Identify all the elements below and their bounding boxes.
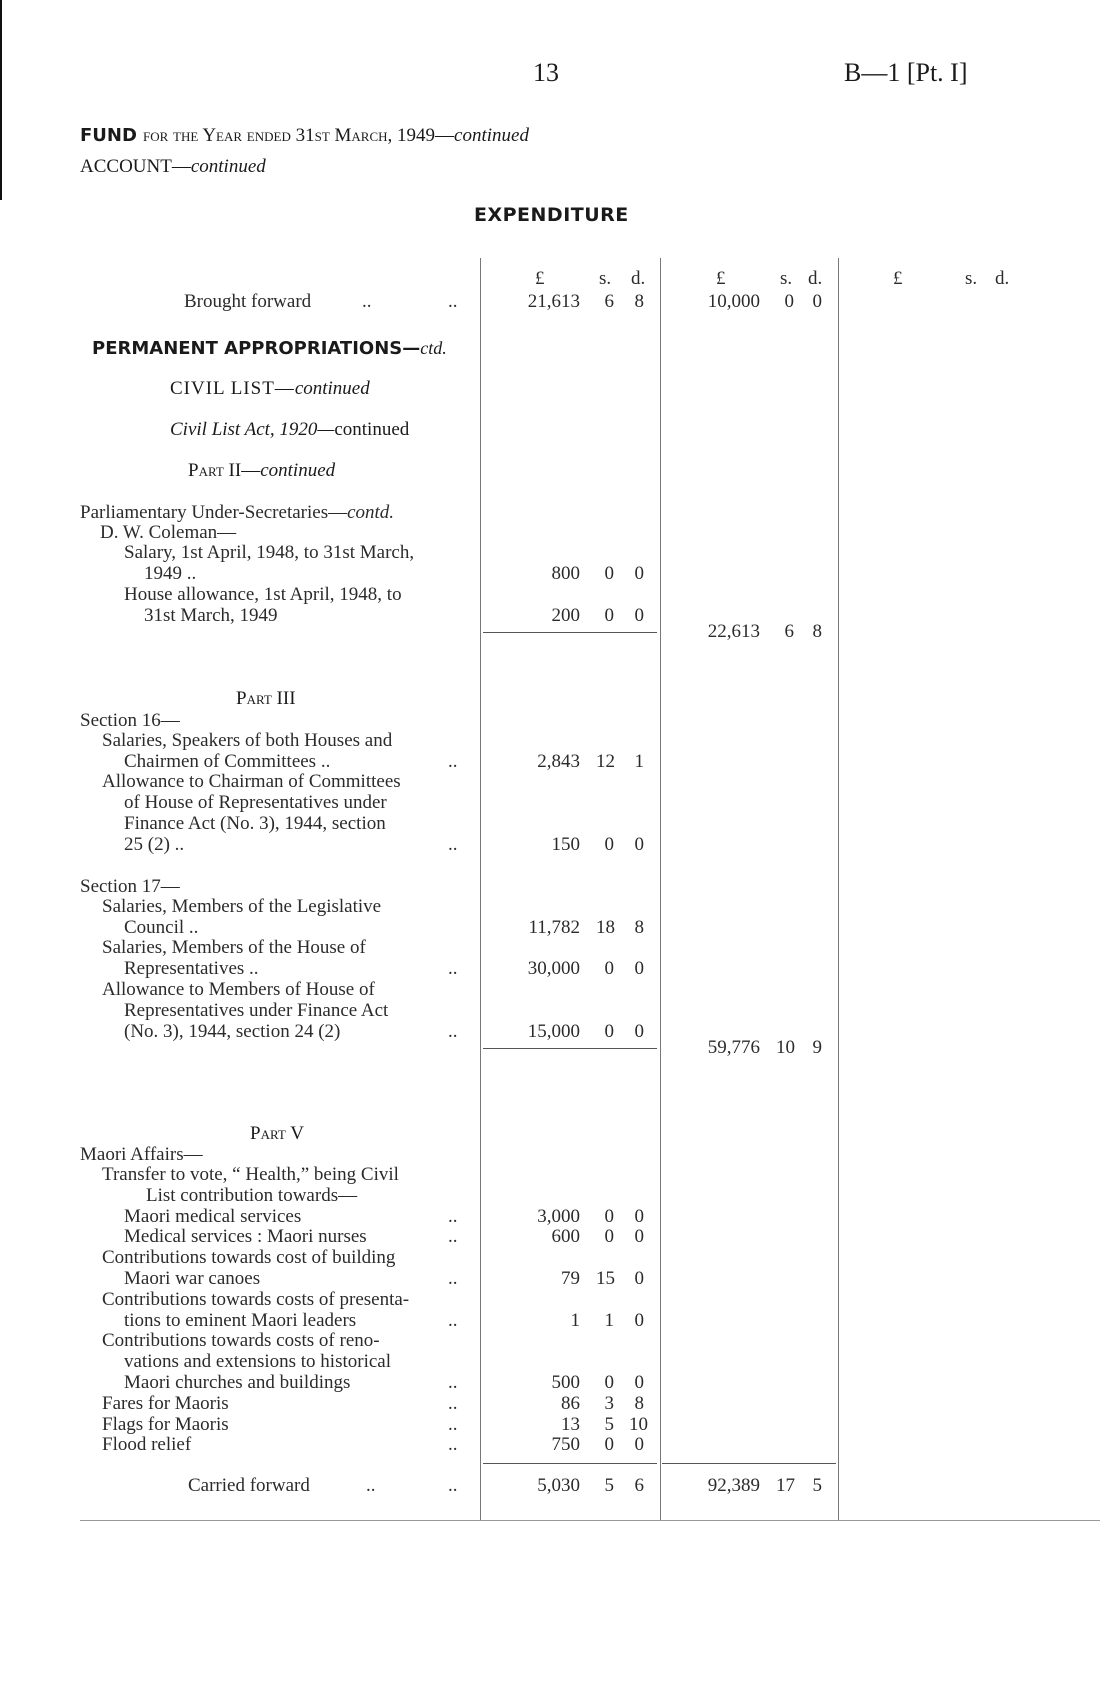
speakers-salaries-pence: 1 — [634, 751, 644, 772]
part-v-heading: Part V — [250, 1123, 304, 1144]
flood-relief-shillings: 0 — [604, 1434, 614, 1455]
maori-medical-pence: 0 — [634, 1206, 644, 1227]
part-iii-total-pence: 9 — [812, 1037, 822, 1058]
part-iii-line: Salaries, Members of the House of — [102, 937, 366, 958]
civil-list-act-heading: Civil List Act, 1920—continued — [170, 419, 410, 440]
chairman-allowance-shillings: 0 — [604, 834, 614, 855]
leader-dots: .. — [366, 1475, 376, 1496]
part-iii-line: Salaries, Members of the Legislative — [102, 896, 382, 917]
col2-shilling-header: s. — [780, 268, 793, 289]
house-representatives-pence: 0 — [634, 958, 644, 979]
part-v-line: Medical services : Maori nurses — [124, 1226, 367, 1247]
part-iii-line: Representatives .. — [124, 958, 259, 979]
leader-dots: .. — [362, 291, 372, 312]
part-ii-total-shillings: 6 — [784, 621, 794, 642]
flags-pence: 10 — [629, 1414, 648, 1435]
part-ii-line: House allowance, 1st April, 1948, to — [124, 584, 402, 605]
maori-nurses-shillings: 0 — [604, 1226, 614, 1247]
part-iii-line: Finance Act (No. 3), 1944, section — [124, 813, 386, 834]
presentations-shillings: 1 — [604, 1310, 614, 1331]
part-iii-line: Representatives under Finance Act — [124, 1000, 389, 1021]
flags-shillings: 5 — [604, 1414, 614, 1435]
col2-pence-header: d. — [808, 268, 823, 289]
members-allowance-shillings: 0 — [604, 1021, 614, 1042]
house-representatives-shillings: 0 — [604, 958, 614, 979]
carried-forward-label: Carried forward — [188, 1475, 310, 1496]
leader-dots: .. — [448, 1475, 458, 1496]
carried-forward-col1-shillings: 5 — [604, 1475, 614, 1496]
page-number: 13 — [533, 58, 559, 87]
war-canoes-pounds: 79 — [561, 1268, 580, 1289]
leader-dots: .. — [448, 1434, 458, 1455]
carried-forward-col1-pence: 6 — [634, 1475, 644, 1496]
part-ii-total-pounds: 22,613 — [707, 621, 760, 642]
page-bottom-rule — [80, 1520, 1100, 1521]
churches-pounds: 500 — [551, 1372, 580, 1393]
carried-forward-rule-col1 — [483, 1463, 657, 1464]
speakers-salaries-pounds: 2,843 — [537, 751, 580, 772]
part-iii-line: Allowance to Members of House of — [102, 979, 375, 1000]
part-iii-line: of House of Representatives under — [124, 792, 387, 813]
leader-dots: .. — [448, 1414, 458, 1435]
leader-dots: .. — [448, 1310, 458, 1331]
members-allowance-pounds: 15,000 — [527, 1021, 580, 1042]
churches-pence: 0 — [634, 1372, 644, 1393]
document-reference: B—1 [Pt. I] — [844, 58, 968, 87]
war-canoes-pence: 0 — [634, 1268, 644, 1289]
leader-dots: .. — [448, 751, 458, 772]
part-iii-total-pounds: 59,776 — [707, 1037, 760, 1058]
carried-forward-col2-pence: 5 — [812, 1475, 822, 1496]
flood-relief-pounds: 750 — [551, 1434, 580, 1455]
part-v-line: Flood relief — [102, 1434, 192, 1455]
col3-pence-header: d. — [995, 268, 1010, 289]
maori-medical-pounds: 3,000 — [537, 1206, 580, 1227]
flags-pounds: 13 — [561, 1414, 580, 1435]
fares-shillings: 3 — [604, 1393, 614, 1414]
col3-pound-header: £ — [893, 268, 903, 289]
leader-dots: .. — [448, 958, 458, 979]
house-representatives-pounds: 30,000 — [527, 958, 580, 979]
brought-forward-col1-shillings: 6 — [604, 291, 614, 312]
part-iii-line: Chairmen of Committees .. — [124, 751, 331, 772]
chairman-allowance-pence: 0 — [634, 834, 644, 855]
part-ii-line: D. W. Coleman— — [100, 522, 237, 543]
part-iii-line: Allowance to Chairman of Committees — [102, 771, 401, 792]
part-v-line: Flags for Maoris — [102, 1414, 229, 1435]
part-v-line: Transfer to vote, “ Health,” being Civil — [102, 1164, 399, 1185]
maori-nurses-pounds: 600 — [551, 1226, 580, 1247]
chairman-allowance-pounds: 150 — [551, 834, 580, 855]
page-edge-mark — [0, 0, 2, 200]
part-iii-heading: Part III — [236, 688, 296, 709]
presentations-pence: 0 — [634, 1310, 644, 1331]
brought-forward-col1-pounds: 21,613 — [527, 291, 580, 312]
part-ii-line: 31st March, 1949 — [144, 605, 278, 626]
part-v-line: tions to eminent Maori leaders — [124, 1310, 357, 1331]
part-iii-line: (No. 3), 1944, section 24 (2) — [124, 1021, 341, 1042]
house-allowance-shillings: 0 — [604, 605, 614, 626]
part-ii-line: 1949 .. — [144, 563, 197, 584]
maori-nurses-pence: 0 — [634, 1226, 644, 1247]
part-iii-total-shillings: 10 — [776, 1037, 795, 1058]
part-iii-line: Salaries, Speakers of both Houses and — [102, 730, 393, 751]
col1-shilling-header: s. — [599, 268, 612, 289]
part-v-line: Maori war canoes — [124, 1268, 261, 1289]
salary-shillings: 0 — [604, 563, 614, 584]
permanent-appropriations-heading: PERMANENT APPROPRIATIONS—ctd. — [92, 338, 447, 359]
brought-forward-col2-pounds: 10,000 — [707, 291, 760, 312]
presentations-pounds: 1 — [570, 1310, 580, 1331]
house-allowance-pounds: 200 — [551, 605, 580, 626]
col2-pound-header: £ — [716, 268, 726, 289]
leader-dots: .. — [448, 1268, 458, 1289]
carried-forward-col2-shillings: 17 — [776, 1475, 795, 1496]
part-ii-heading: Part II—continued — [188, 460, 336, 481]
carried-forward-rule-col2 — [662, 1463, 836, 1464]
leader-dots: .. — [448, 1021, 458, 1042]
col1-pence-header: d. — [631, 268, 646, 289]
leader-dots: .. — [448, 1393, 458, 1414]
part-v-line: Fares for Maoris — [102, 1393, 229, 1414]
brought-forward-col2-shillings: 0 — [784, 291, 794, 312]
column-rule-1 — [480, 258, 481, 1520]
brought-forward-col2-pence: 0 — [812, 291, 822, 312]
part-iii-line: Section 17— — [80, 876, 180, 897]
subtotal-rule — [483, 1048, 657, 1049]
fund-heading: FUND for the Year ended 31st March, 1949—continued — [80, 125, 529, 146]
house-allowance-pence: 0 — [634, 605, 644, 626]
part-v-line: vations and extensions to historical — [124, 1351, 392, 1372]
leader-dots: .. — [448, 1206, 458, 1227]
flood-relief-pence: 0 — [634, 1434, 644, 1455]
salary-pence: 0 — [634, 563, 644, 584]
part-iii-line: 25 (2) .. — [124, 834, 185, 855]
expenditure-title: EXPENDITURE — [474, 204, 629, 226]
legislative-council-shillings: 18 — [596, 917, 615, 938]
part-iii-line: Section 16— — [80, 710, 180, 731]
brought-forward-label: Brought forward — [184, 291, 312, 312]
fares-pence: 8 — [634, 1393, 644, 1414]
subtotal-rule — [483, 632, 657, 633]
leader-dots: .. — [448, 291, 458, 312]
part-ii-line: Parliamentary Under-Secretaries—contd. — [80, 502, 395, 523]
leader-dots: .. — [448, 1372, 458, 1393]
part-iii-line: Council .. — [124, 917, 199, 938]
account-heading: ACCOUNT—continued — [80, 156, 266, 177]
war-canoes-shillings: 15 — [596, 1268, 615, 1289]
fares-pounds: 86 — [561, 1393, 580, 1414]
part-v-line: Maori churches and buildings — [124, 1372, 351, 1393]
part-ii-line: Salary, 1st April, 1948, to 31st March, — [124, 542, 415, 563]
part-v-line: Contributions towards cost of building — [102, 1247, 396, 1268]
part-v-line: List contribution towards— — [146, 1185, 358, 1206]
col3-shilling-header: s. — [965, 268, 978, 289]
legislative-council-pence: 8 — [634, 917, 644, 938]
salary-pounds: 800 — [551, 563, 580, 584]
col1-pound-header: £ — [535, 268, 545, 289]
part-v-line: Maori Affairs— — [80, 1144, 203, 1165]
maori-medical-shillings: 0 — [604, 1206, 614, 1227]
civil-list-heading: CIVIL LIST—continued — [170, 378, 370, 399]
brought-forward-col1-pence: 8 — [634, 291, 644, 312]
members-allowance-pence: 0 — [634, 1021, 644, 1042]
part-v-line: Contributions towards costs of presenta- — [102, 1289, 410, 1310]
churches-shillings: 0 — [604, 1372, 614, 1393]
column-rule-3 — [838, 258, 839, 1520]
column-rule-2 — [660, 258, 661, 1520]
leader-dots: .. — [448, 1226, 458, 1247]
speakers-salaries-shillings: 12 — [596, 751, 615, 772]
carried-forward-col1-pounds: 5,030 — [537, 1475, 580, 1496]
carried-forward-col2-pounds: 92,389 — [707, 1475, 760, 1496]
legislative-council-pounds: 11,782 — [528, 917, 580, 938]
leader-dots: .. — [448, 834, 458, 855]
part-ii-total-pence: 8 — [812, 621, 822, 642]
part-v-line: Contributions towards costs of reno- — [102, 1330, 380, 1351]
part-v-line: Maori medical services — [124, 1206, 302, 1227]
